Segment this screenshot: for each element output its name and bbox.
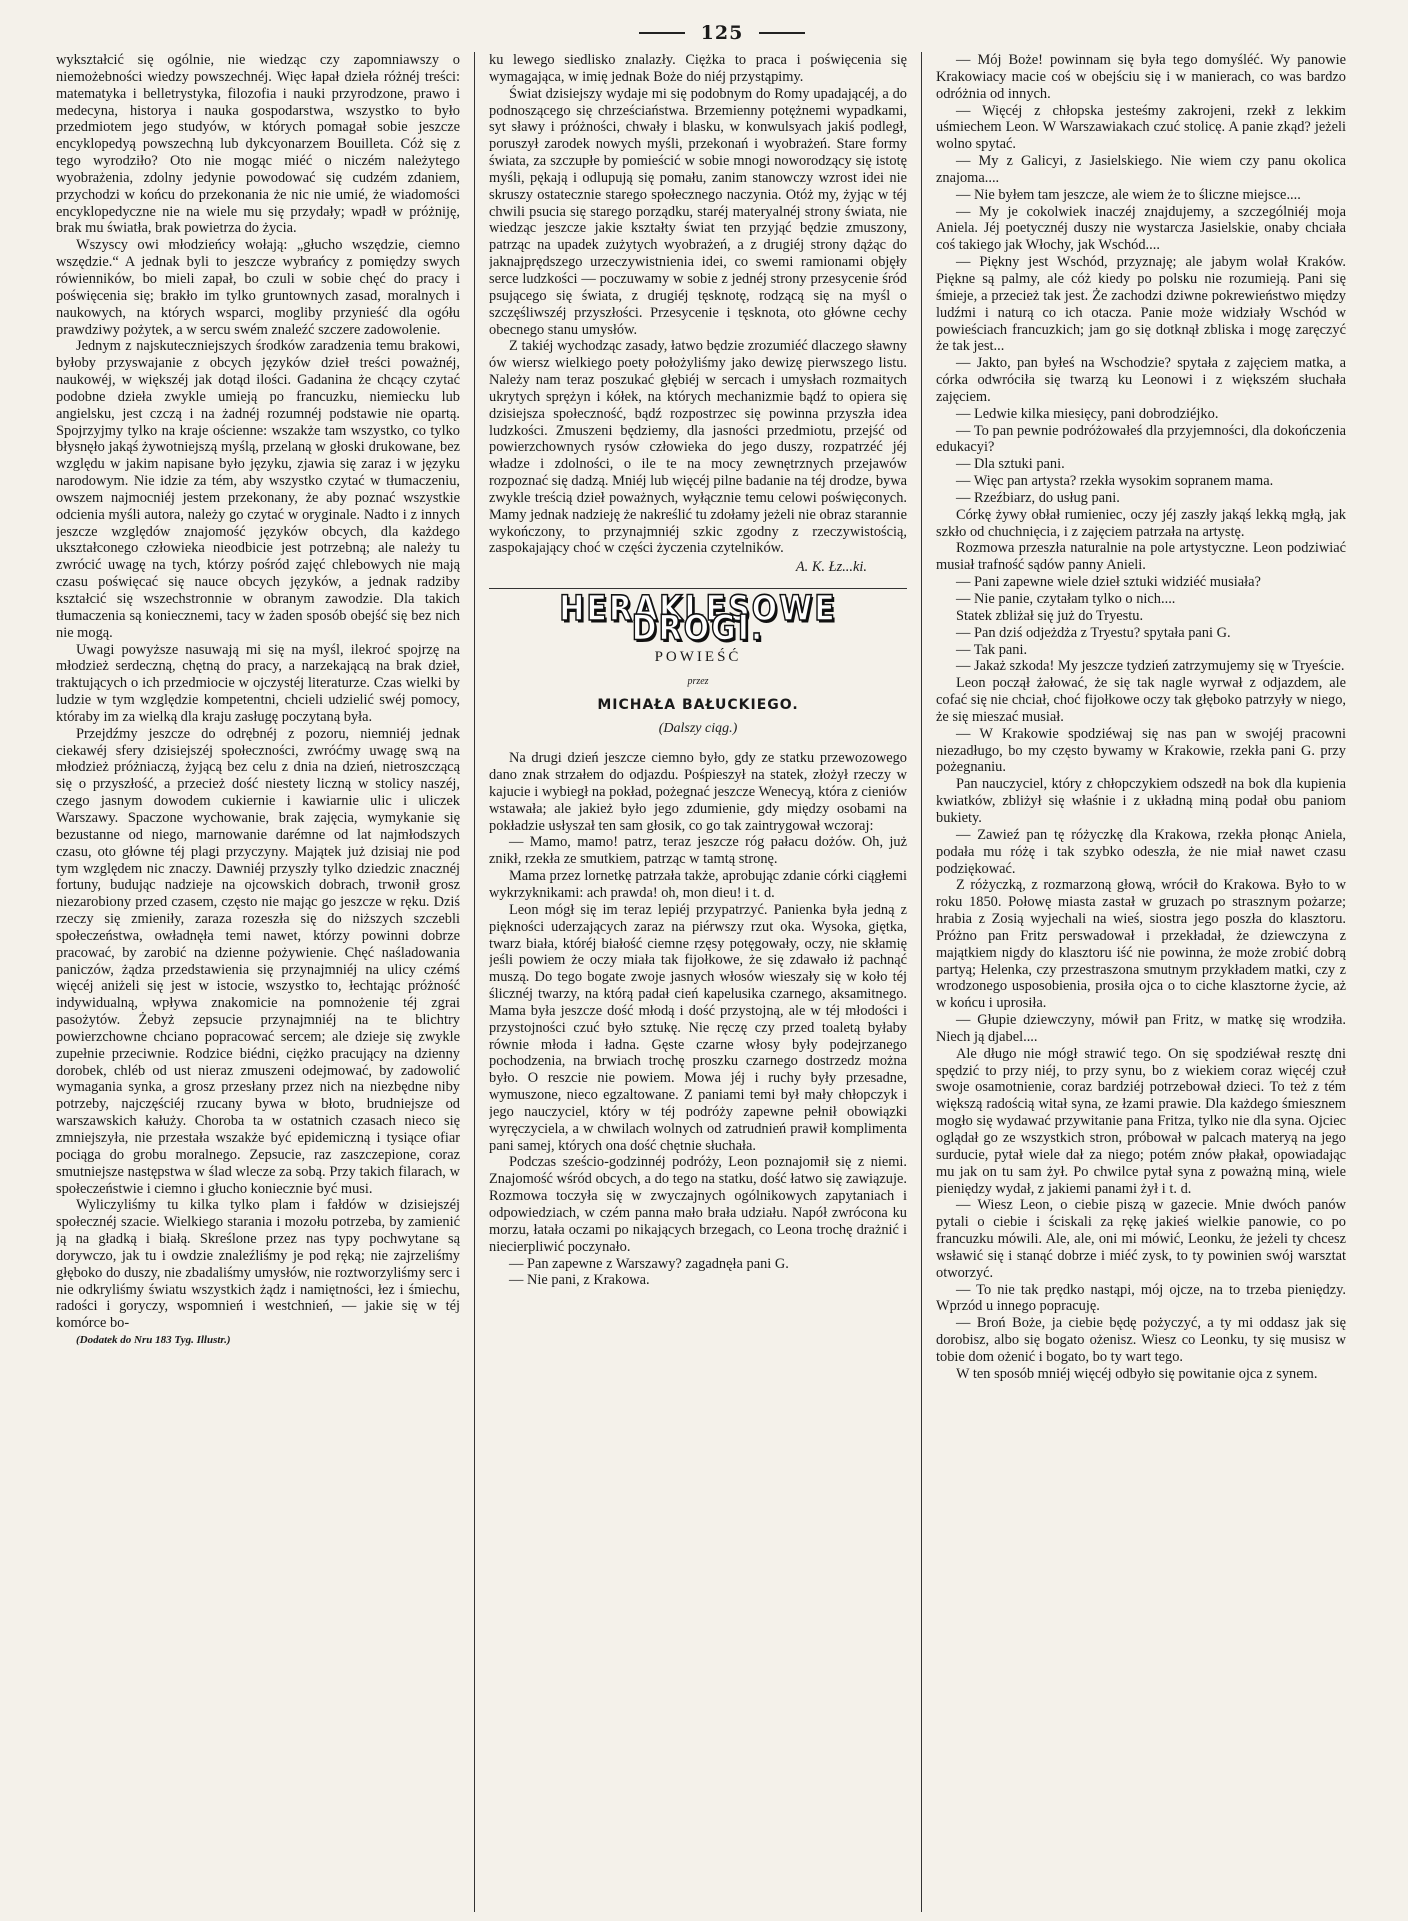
paragraph: Uwagi powyższe nasuwają mi się na myśl, ilekroć spojrzę na młodzież serdeczną, chętną do pracy, a narzekającą na brak dzieł, traktujących o ich przedmiocie w ojczystéj literaturze. Czas wielki by ludzie w tym względzie kompetentni, chcieli udzielić swéj pomocy, któraby im za wielką dla kraju zasługę poczytaną była. <box>56 641 460 725</box>
column-1 <box>56 52 460 1912</box>
paragraph: Leon mógł się im teraz lepiéj przypatrzyć. Panienka była jedną z piękności uderzających zaraz na piérwszy rzut oka. Wysoka, giętka, twarz biała, któréj białość ciemne rzęsy potęgowały, oczy, nie skłamię jeśli powiem że oczy miała tak fijołkowe, że się zdawało iż pachnąć muszą. Do tego bogate zwoje jasnych włosów wieszały się w koło téj ślicznéj twarzy, na którą padał cień kapelusika czarnego, aksamitnego. Mama była jeszcze dość młodą i dość przystojną, ale w téj młodości i przystojności czuć było sztukę. Nie ręczę czy przed toaletą byłaby równie młoda i ładna. Gęste czarne włosy były podejrzanego pochodzenia, na brwiach trochę proszku czarnego dostrzedz można było. O reszcie nie powiem. Mowa jéj i ruchy były przesadne, wymuszone, nieco egzaltowane. Z paniami temi był mały chłopczyk i jego nauczyciel, który w téj podróży zapewne pełnił obowiązki wyręczyciela, a w chwilach wolnych od zatrudnień prawił komplimenta pani samej, których ona dość chętnie słuchała. <box>489 901 907 1154</box>
paragraph: Córkę żywy obłał rumieniec, oczy jéj zaszły jakąś lekką mgłą, jak szkło od chuchnięcia, i z zajęciem patrzała na artystę. <box>936 506 1346 540</box>
paragraph: Wyliczyliśmy tu kilka tylko plam i fałdów w dzisiejszéj społecznéj szacie. Wielkiego starania i mozołu potrzeba, by zamienić ją na gładką i białą. Skreślone przez nas typy pochwytane są dorywczo, jak tu i owdzie znaleźliśmy je pod ręką; nie zajrzeliśmy głęboko do duszy, nie zbadaliśmy umysłów, nie roztworzyliśmy serc i nie odkryliśmy światu wszystkich żądz i namiętności, łez i śmiechu, radości i goryczy, wspomnień i westchnień, — jakie się w téj komórce bo- <box>56 1197 460 1332</box>
paragraph: Świat dzisiejszy wydaje mi się podobnym do Romy upadającéj, a do podnoszącego się chrześciaństwa. Brzemienny potężnemi wypadkami, syt sławy i próżności, chwały i blasku, w konwulsyach jakiś podległ, poruszył zarodek nowych myśli, przekonań i wyobrażeń. Stare formy świata, za szczupłe by pomieścić w sobie mnogi noworodzący się istotę myśli, pękają i odlupują się pomału, zanim stanowczy wzrost idei nie skruszy ostatecznie starego społecznego naczynia. Otóż my, żyjąc w téj chwili psucia się starego porządku, staréj materyalnéj strony świata, nie wiedząc jeszcze jakie kształty świat ten przyjąć będzie zmuszony, patrząc na upadek zużytych wyobrażeń, a z drugiéj strony dążąc do jaknajprędszego urzeczywistnienia idei, co swemi ramionami objęły serce ludzkości — poczuwamy w sobie z jednéj strony przesycenie śród psującego się świata, z drugiéj tęsknotę, rodzącą się na myśl o szczęśliwszéj przyszłości. Przesycenie i tęsknota, oto główne cechy obecnego stanu umysłów. <box>489 85 907 338</box>
paragraph: Leon począł żałować, że się tak nagle wyrwał z odjazdem, ale cofać się nie chciał, choć fijołkowe oczy tak głęboko patrzyły w niego, że się mieszać musiał. <box>936 675 1346 725</box>
paragraph: — Wiesz Leon, o ciebie piszą w gazecie. Mnie dwóch panów pytali o ciebie i ściskali za rękę jakieś wielkie panowie, co po francuzku mówili. Ale, ale, oni mi mówić, Leonku, że jeżeli ty chcesz wsławić się i stanąć dobrze i miéć zysk, to ty powinien swój warsztat otworzyć. <box>936 1197 1346 1281</box>
paragraph: Ale długo nie mógł strawić tego. On się spodziéwał resztę dni spędzić to przy niéj, to przy synu, bo z wiekiem coraz więcéj czuł swoje osamotnienie, coraz bardziéj potrzebował dzieci. To też z tém większą radością witał syna, ze łzami prawie. Dla każdego śmiesznem mogło się wydawać przywitanie pana Fritza, tylko nie dla syna. Ojciec oglądał go ze wszystkich stron, próbował w palcach materyą na jego surducie, pytał wiele dał za niego; potém znów płakał, opowiadając mu jak on tu sam żył. Po chwilce pytał syna z poważną miną, wiele pieniędzy wydał, z jakiemi panami żył i t. d. <box>936 1045 1346 1197</box>
paragraph: Z różyczką, z rozmarzoną głową, wrócił do Krakowa. Było to w roku 1850. Połowę miasta zastał w gruzach po strasznym pożarze; hrabia z Zosią wyjechali na wieś, siostra jego poszła do klasztoru. Próżno pan Fritz perswadował i przekładał, że dziewczyna z majątkiem nigdy do klasztoru iść nie powinna, że może zrobić dobrą partyą; Helenka, czy przestraszona smutnym przykładem matki, czy z wrodzonego usposobienia, prosiła ojca o to ciche klasztorne życie, aż w końcu i uprosiła. <box>936 877 1346 1012</box>
story-title-block <box>489 589 907 738</box>
header-dash-right <box>759 32 805 34</box>
paragraph: — Jakto, pan byłeś na Wschodzie? spytała z zajęciem matka, a córka odwróciła się twarzą ku Leonowi i z większém słuchała zajęciem. <box>936 355 1346 405</box>
paragraph: — Pan dziś odjeżdża z Tryestu? spytała pani G. <box>956 624 1231 641</box>
column-2 <box>489 52 907 1912</box>
paragraph: — Nie pani, z Krakowa. <box>509 1272 650 1289</box>
paragraph: Jednym z najskuteczniejszych środków zaradzenia temu brakowi, byłoby przyswajanie z obcych języków dzieł treści poważnéj, naukowéj, w większéj jak dotąd ilości. Gadanina że chcący czytać podobne dzieła zwykle umieją po francuzku, niemiecku lub angielsku, jest czczą i na żadnéj rozumnéj podstawie nie opartą. Spojrzyjmy tylko na kraje ościenne: wszakże tam wszystko, co tylko błysnęło jakąś żywotniejszą myślą, przelaną w głoski drukowane, bez względu w jakim napisane było języku, zjawia się zaraz i w języku narodowym. Nie idzie za tém, aby wszystko czytać w tłumaczeniu, owszem najmocniéj jestem przekonany, że aby poznać wszystkie odcienia myśli autora, należy go czytać w oryginale. Nadto i z innych jeszcze względów znajomość języków obcych, dla każdego ukształconego człowieka nieodbicie jest potrzebną; ale należy tu zwrócić uwagę na tych, którzy pośród zajęć chlebowych nie mają czasu poświęcać się nauce obcych języków, a jednak radziby kształcić się wszechstronnie w obranym zawodzie. Dla takich tłumaczenia są koniecznemi, tacy w żaden sposób obejść się bez nich nie mogą. <box>56 338 460 641</box>
paragraph: — Rzeźbiarz, do usług pani. <box>956 489 1120 506</box>
page-number: 125 <box>700 22 744 44</box>
paragraph: — Dla sztuki pani. <box>956 456 1065 473</box>
paragraph: Z takiéj wychodząc zasady, łatwo będzie zrozumiéć dlaczego sławny ów wiersz wielkiego poety położyliśmy jako dewizę pierwszego listu. Należy nam teraz poszukać głębiéj w sercach i umysłach rozmaitych ukrytych sprężyn i kółek, na których mechanizmie bądź to opiera się dzisiejsza społeczność, bądź rozpostrzec się powinna przyszła idea ludzkości. Zmuszeni będziemy, dla jasności przedmiotu, przejść od powierzchownych rysów człowieka do jego duszy, rozpatrzéć jéj władze i zdolności, o ile te na mocy zewnętrznych przejawów rozpoznać się dadzą. Mniéj lub więcéj pilne badanie na téj drodze, bywa zwykle treścią dzieł poważnych, wyłącznie temu celowi poświęconych. Mamy jednak nadzieję że nakreślić tu zdołamy jeżeli nie obraz starannie wykończony, to przynajmniéj szkic zgodny z rzeczywistością, zaspokajający choć w części życzenia czytelników. <box>489 338 907 557</box>
paragraph: — Mój Boże! powinnam się była tego domyśléć. Wy panowie Krakowiacy macie coś w obejściu się i w manierach, co was bardzo odróżnia od innych. <box>936 52 1346 102</box>
story-author: MICHAŁA BAŁUCKIEGO. <box>597 696 799 713</box>
paragraph: — Ledwie kilka miesięcy, pani dobrodziéjko. <box>956 405 1219 422</box>
paragraph: — Broń Boże, ja ciebie będę pożyczyć, a ty mi oddasz jak się dorobisz, albo się bogato ożenisz. Wiesz co Leonku, ty się musisz w tobie dom ożenić i bogato, bo ty wart tego. <box>936 1315 1346 1365</box>
article-signature: A. K. Łz...ki. <box>795 559 867 576</box>
paragraph: Przejdźmy jeszcze do odrębnéj z pozoru, niemniéj jednak ciekawéj sfery dzisiejszéj społeczności, zwróćmy uwagę swą na młodzież próżniaczą, żyjącą bez celu z dnia na dzień, nietroszczącą się o przyszłość, a przecież dość niestety liczną w stolicy naszéj, czego jasnym dowodem cukiernie i kawiarnie ulic i uliczek Warszawy. Spaczone wychowanie, brak zajęcia, wymykanie się bezustanne od niego, marnowanie darémne od lat najmłodszych czasu, oto główne téj plagi przyczyny. Majątek już dzisiaj nie pod tym względem nic znaczy. Dawniéj przyszły tylko dziedzic znacznéj fortuny, budując nadzieje na ojcowskich dobrach, trwonił grosz niezarobiony przed czasem, często nie mając go jeszcze w ręku. Dziś rzeczy się zmieniły, zaraza rozeszła się do niższych szczebli społeczeństwa, owładnęła temi nawet, którzy powinni dobrze pracować, by zarobić na dzienne pożywienie. Chęć naśladowania paniczów, żądza przedstawienia się przynajmniéj na ulicy czémś więcéj aniżeli się jest w istocie, wszystko to, łechtając próżność indywidualną, wpływa znakomicie na pomnożenie téj zgrai pasożytów. Żebyż zepsucie przynajmniéj na te blichtry powierzchowne chciano popracować sercem; ale dzieje się zwykle zupełnie przeciwnie. Rodzice biédni, ciężko pracujący na dzienny dorobek, chléb od ust nieraz zmuszeni odejmować, by zadowolić wymagania synka, a grosz przesłany przez nich na niezbędne niby potrzeby, najczęściéj rzucany bywa w błoto, brudniejsze od warszawskich kałuży. Choroba ta w ostatnich czasach nieco się zmniejszyła, nie przestała wszakże być epidemiczną i tysiące ofiar pociąga do grobu moralnego. Zepsucie, raz zaszczepione, coraz smutniejsze następstwa w ślad wlecze za sobą. Przy takich filarach, w społeczeństwie i ciemno i głucho koniecznie być musi. <box>56 725 460 1197</box>
paragraph: — W Krakowie spodziéwaj się nas pan w swojéj pracowni niezadługo, bo my często bywamy w Krakowie, rzekła pani G. przy pożegnaniu. <box>936 725 1346 776</box>
paragraph: Statek zbliżał się już do Tryestu. <box>956 607 1144 624</box>
page-header <box>56 14 1388 52</box>
paragraph: W ten sposób mniéj więcéj odbyło się powitanie ojca z synem. <box>956 1365 1318 1382</box>
paragraph: wykształcić się ogólnie, nie wiedząc czy zapomniawszy o niemożebności wiedzy powszechnéj. Więc łapał dzieła różnéj treści: matematyka i belletrystyka, filozofia i nauki przyrodzone, prawo i medecyna, historya i nauka gospodarstwa, wszystko to było przedmiotem jego studyów, w których pomagał sobie jeszcze encyklopedyą powszechną lub dykcyonarzem Bouilleta. Cóż się z tego wyrodziło? Oto nie mogąc miéć o niczém należytego wyobrażenia, zdolny jedynie powodować się cudzém zdaniem, przychodzi w końcu do przekonania że nic nie umié, że wiadomości encyklopedyczne nie na wiele mu się przydały; wpadł w próżniję, brak mu światła, brak powietrza do życia. <box>56 52 460 237</box>
paragraph: ku lewego siedlisko znalazły. Ciężka to praca i poświęcenia się wymagająca, w imię jednak Boże do niéj przystąpimy. <box>489 52 907 85</box>
columns <box>56 52 1388 1912</box>
paragraph: — My je cokolwiek inaczéj znajdujemy, a szczególniéj moja Aniela. Jéj poetycznéj duszy nie wystarcza Jasielskie, onaby chciała coś takiego jak Włochy, jak Wschód.... <box>936 203 1346 254</box>
story-subtitle: POWIEŚĆ <box>654 648 742 665</box>
supplement-footnote: (Dodatek do Nru 183 Tyg. Illustr.) <box>76 1334 231 1347</box>
paragraph: — To nie tak prędko nastąpi, mój ojcze, na to trzeba pieniędzy. Wprzód u innego popracuję. <box>936 1281 1346 1315</box>
paragraph: — To pan pewnie podróżowałeś dla przyjemności, dla dokończenia edukacyi? <box>936 422 1346 456</box>
paragraph: — Jakaż szkoda! My jeszcze tydzień zatrzymujemy się w Tryeście. <box>956 658 1345 675</box>
paragraph: — Pan zapewne z Warszawy? zagadnęła pani G. <box>509 1255 789 1272</box>
paragraph: Na drugi dzień jeszcze ciemno było, gdy ze statku przewozowego dano znak strzałem do odjazdu. Pośpieszył na statek, złożył rzeczy w kajucie i wybiegł na pokład, pożegnać jeszcze Wenecyą, która z cieniów wstawała; ale jakież było jego zdumienie, gdy między osobami na pokładzie usłyszał ten sam głosik, co go tak zaintrygował wczoraj: <box>489 750 907 834</box>
paragraph: — Tak pani. <box>956 641 1028 658</box>
paragraph: — My z Galicyi, z Jasielskiego. Nie wiem czy panu okolica znajoma.... <box>936 153 1346 186</box>
story-continued: (Dalszy ciąg.) <box>658 721 738 737</box>
story-title: HERAKLESOWE DROGI. <box>559 589 837 649</box>
paragraph: Rozmowa przeszła naturalnie na pole artystyczne. Leon podziwiać musiał trafność sądów panny Anieli. <box>936 540 1346 574</box>
column-rule <box>921 52 922 1912</box>
paragraph: Mama przez lornetkę patrzała także, aprobując zdanie córki ciągłemi wykrzyknikami: ach prawda! oh, mon dieu! i t. d. <box>489 868 907 901</box>
paragraph: — Głupie dziewczyny, mówił pan Fritz, w matkę się wrodziła. Niech ją djabel.... <box>936 1012 1346 1045</box>
paragraph: Wszyscy owi młodzieńcy wołają: „głucho wszędzie, ciemno wszędzie.“ A jednak byli to jeszcze wybrańcy z pomiędzy swych rówienników, bo mieli zapał, bo czuli w sobie chęć do pracy i poświęcenia się; brakło im tylko gruntownych zasad, moralnych i naukowych, na których wsparci, mogliby przynieść dla ogółu prawdziwy pożytek, a w sercu swém znaleźć szczere zadowolenie. <box>56 237 460 338</box>
paragraph: Podczas sześcio-godzinnéj podróży, Leon poznajomił się z niemi. Znajomość wśród obcych, a do tego na statku, dość łatwo się zawiązuje. Rozmowa toczyła się w zwyczajnych ogólnikowych zapytaniach i odpowiedziach, w czém panna mało brała udziału. Napół zwrócona ku morzu, łatała oczami po nikających brzegach, co Leona trochę drażnić i niecierpliwić poczynało. <box>489 1154 907 1255</box>
paragraph: — Zawieź pan tę różyczkę dla Krakowa, rzekła płonąc Aniela, podała mu różę i tak szybko odeszła, że nie miał nawet czasu podziękować. <box>936 826 1346 877</box>
column-rule <box>474 52 475 1912</box>
paragraph: — Nie byłem tam jeszcze, ale wiem że to śliczne miejsce.... <box>956 186 1301 203</box>
paragraph: — Więc pan artysta? rzekła wysokim sopranem mama. <box>956 473 1274 490</box>
paragraph: — Pani zapewne wiele dzieł sztuki widziéć musiała? <box>956 574 1261 591</box>
paragraph: — Mamo, mamo! patrz, teraz jeszcze róg pałacu dożów. Oh, już znikł, rzekła ze smutkiem, patrząc w tamtą stronę. <box>489 834 907 868</box>
paragraph: — Nie panie, czytałam tylko o nich.... <box>956 591 1176 607</box>
header-dash-left <box>639 32 685 34</box>
story-by: przez <box>687 675 709 687</box>
paragraph: Pan nauczyciel, który z chłopczykiem odszedł na bok dla kupienia kwiatków, zbliżył się właśnie i z układną miną podał obu paniom bukiety. <box>936 776 1346 826</box>
paragraph: — Piękny jest Wschód, przyznaję; ale jabym wolał Kraków. Piękne są palmy, ale cóż kiedy po polsku nie rozumieją. Pani się śmieje, a przecież tak jest. Że zachodzi dziwne pokrewieństwo między ludźmi i naturą co ich otacza. Panie może widziały Wschód w powieściach francuzkich; jam go się dotknął zbliska i mogę zaręczyć że tak jest... <box>936 254 1346 355</box>
paragraph: — Więcéj z chłopska jesteśmy zakrojeni, rzekł z lekkim uśmiechem Leon. W Warszawiakach czuć stolicę. A panie zkąd? jeżeli wolno spytać. <box>936 102 1346 153</box>
column-3 <box>936 52 1346 1912</box>
